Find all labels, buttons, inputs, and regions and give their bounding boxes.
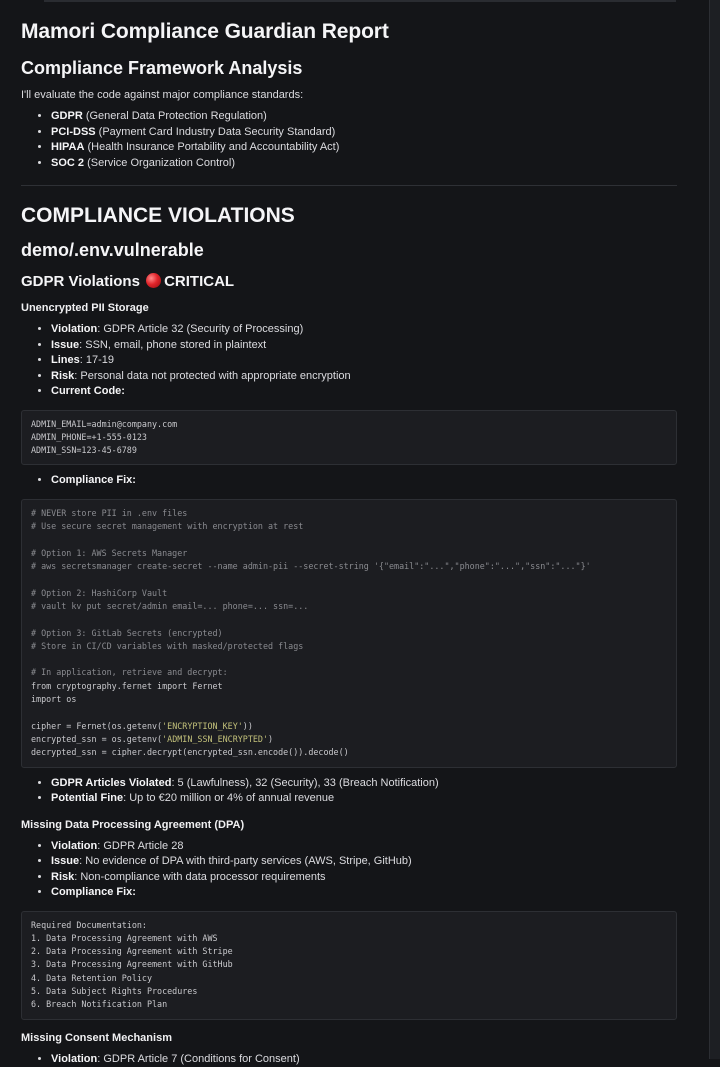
framework-intro: I'll evaluate the code against major compliance standards: xyxy=(21,89,304,101)
list-item: • Issue: No evidence of DPA with third-party services (AWS, Stripe, GitHub) xyxy=(51,854,677,870)
gdpr-articles-list xyxy=(21,776,677,807)
list-item: • Violation: GDPR Article 32 (Security of Processing) xyxy=(51,322,677,338)
section-title-pii: Unencrypted PII Storage xyxy=(21,302,149,314)
scrollbar-track[interactable] xyxy=(709,0,720,1059)
report-title: Mamori Compliance Guardian Report xyxy=(21,20,389,43)
list-item: • Risk: Non-compliance with data processor requirements xyxy=(51,870,677,886)
list-item: • Compliance Fix: xyxy=(51,473,677,489)
list-item: • Violation: GDPR Article 7 (Conditions for Consent) xyxy=(51,1052,677,1067)
standards-list xyxy=(21,109,677,171)
gdpr-title: GDPR Violations xyxy=(21,273,140,290)
consent-details-list xyxy=(21,1052,677,1067)
list-item: • Potential Fine: Up to €20 million or 4% of annual revenue xyxy=(51,791,677,807)
list-item: • GDPR (General Data Protection Regulation) xyxy=(51,109,677,125)
list-item: • Compliance Fix: xyxy=(51,885,677,901)
current-code-block: ADMIN_EMAIL=admin@company.com ADMIN_PHONE=+1-555-0123 ADMIN_SSN=123-45-6789 xyxy=(21,410,677,466)
pii-details-list xyxy=(21,322,677,400)
list-item: • HIPAA (Health Insurance Portability and Accountability Act) xyxy=(51,140,677,156)
list-item: • Violation: GDPR Article 28 xyxy=(51,839,677,855)
dpa-details-list xyxy=(21,839,677,901)
section-title-dpa: Missing Data Processing Agreement (DPA) xyxy=(21,818,245,831)
red-circle-icon xyxy=(146,273,161,288)
top-divider xyxy=(44,0,676,2)
fix-code-block: # NEVER store PII in .env files # Use secure secret management with encryption at rest # Option 1: AWS Secrets Manager # aws secretsmanager create-secret --name admin-pii --secret-string '{"email":"...","phone":"...","ssn":"..."}' # Option 2: HashiCorp Vault # vault kv put secret/admin email=... phone=... ssn=... # Option 3: GitLab Secrets (encrypted) # Store in CI/CD variables with masked/protected flags # In application, retrieve and decrypt: from cryptography.fernet import Fernet import os cipher = Fernet(os.getenv('ENCRYPTION_KEY')) encrypted_ssn = os.getenv('ADMIN_SSN_ENCRYPTED') decrypted_ssn = cipher.decrypt(encrypted_ssn.encode()).decode() xyxy=(21,499,677,768)
required-docs-code-block: Required Documentation: 1. Data Processing Agreement with AWS 2. Data Processing Agreement with Stripe 3. Data Processing Agreement with GitHub 4. Data Retention Policy 5. Data Subject Rights Procedures 6. Breach Notification Plan xyxy=(21,911,677,1020)
list-item: • GDPR Articles Violated: 5 (Lawfulness), 32 (Security), 33 (Breach Notification) xyxy=(51,776,677,792)
list-item: • Current Code: xyxy=(51,384,677,400)
severity-label: CRITICAL xyxy=(164,273,235,290)
list-item: • PCI-DSS (Payment Card Industry Data Security Standard) xyxy=(51,125,677,141)
fix-label-list xyxy=(21,473,677,489)
list-item: • Lines: 17-19 xyxy=(51,353,677,369)
section-title-consent: Missing Consent Mechanism xyxy=(21,1031,172,1044)
list-item: • SOC 2 (Service Organization Control) xyxy=(51,156,677,172)
list-item: • Risk: Personal data not protected with appropriate encryption xyxy=(51,369,677,385)
framework-heading: Compliance Framework Analysis xyxy=(21,58,303,78)
section-divider xyxy=(21,185,677,186)
report-content xyxy=(21,14,677,1067)
violations-heading: COMPLIANCE VIOLATIONS xyxy=(21,204,295,227)
file-heading: demo/.env.vulnerable xyxy=(21,240,204,260)
list-item: • Issue: SSN, email, phone stored in plaintext xyxy=(51,338,677,354)
gdpr-violations-heading xyxy=(21,273,677,290)
